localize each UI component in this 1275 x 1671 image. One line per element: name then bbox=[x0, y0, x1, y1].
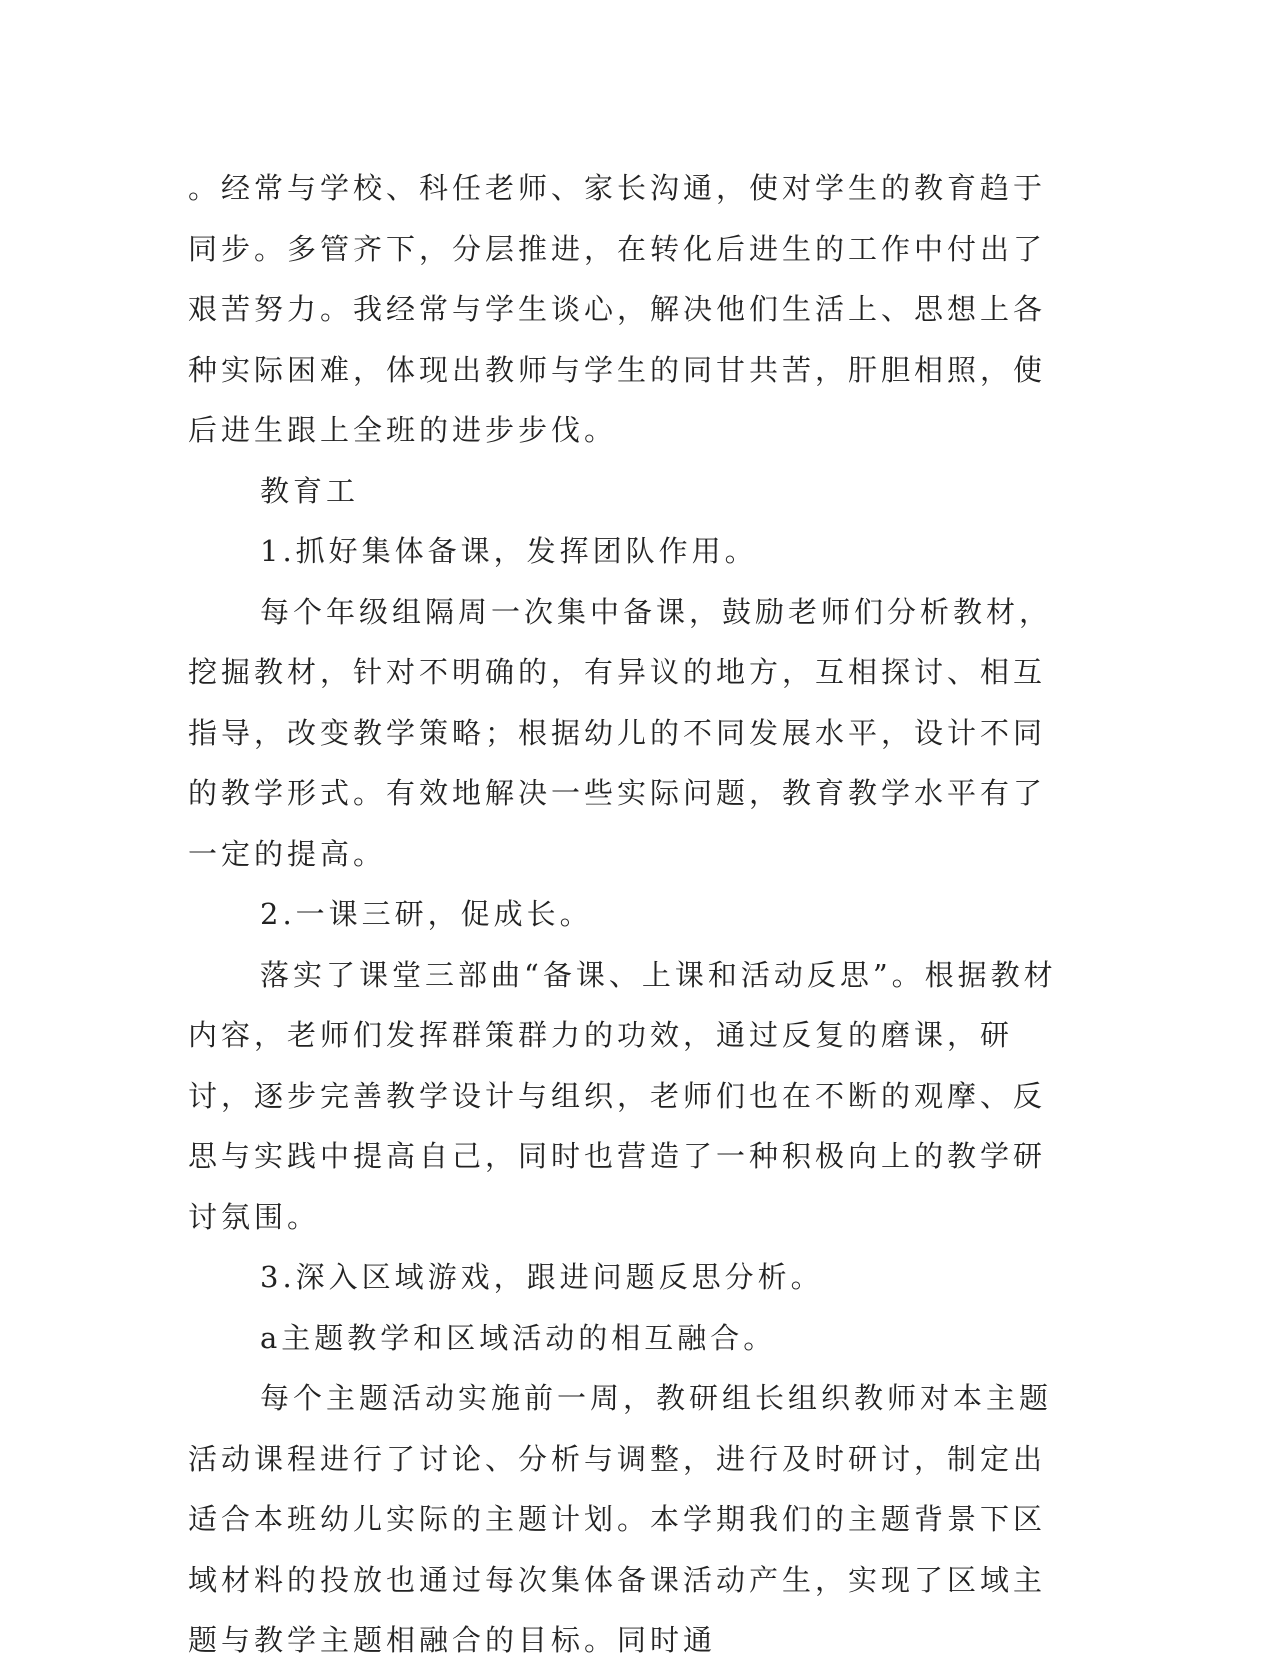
paragraph-classroom-trilogy: 落实了课堂三部曲“备课、上课和活动反思”。根据教材内容，老师们发挥群策群力的功效，通过反复的磨课，研讨，逐步完善教学设计与组织，老师们也在不断的观摩、反思与实践中提高自己，同时也营造了一种积极向上的教学研讨氛围。 bbox=[188, 957, 1057, 1234]
item-heading-collective-lesson-prep: 1.抓好集体备课，发挥团队作用。 bbox=[260, 534, 758, 568]
paragraph-theme-activities: 每个主题活动实施前一周，教研组长组织教师对本主题活动课程进行了讨论、分析与调整，进行及时研讨，制定出适合本班幼儿实际的主题计划。本学期我们的主题背景下区域材料的投放也通过每次集体备课活动产生，实现了区域主题与教学主题相融合的目标。同时通 bbox=[188, 1381, 1053, 1657]
item-heading-one-lesson-three-studies: 2.一课三研，促成长。 bbox=[260, 897, 593, 931]
section-heading-education-work: 教育工 bbox=[260, 473, 360, 508]
paragraph-communication: 。经常与学校、科任老师、家长沟通，使对学生的教育趋于同步。多管齐下，分层推进，在转化后进生的工作中付出了艰苦努力。我经常与学生谈心，解决他们生活上、思想上各种实际困难，体现出教师与学生的同甘共苦，肝胆相照，使后进生跟上全班的进步步伐。 bbox=[188, 171, 1047, 447]
subitem-heading-theme-integration: a主题教学和区域活动的相互融合。 bbox=[260, 1320, 777, 1355]
paragraph-lesson-prep-details: 每个年级组隔周一次集中备课，鼓励老师们分析教材，挖掘教材，针对不明确的，有异议的地方，互相探讨、相互指导，改变教学策略；根据幼儿的不同发展水平，设计不同的教学形式。有效地解决一些实际问题，教育教学水平有了一定的提高。 bbox=[188, 594, 1053, 871]
document-body bbox=[188, 158, 1068, 1671]
item-heading-regional-games: 3.深入区域游戏，跟进问题反思分析。 bbox=[260, 1260, 824, 1294]
